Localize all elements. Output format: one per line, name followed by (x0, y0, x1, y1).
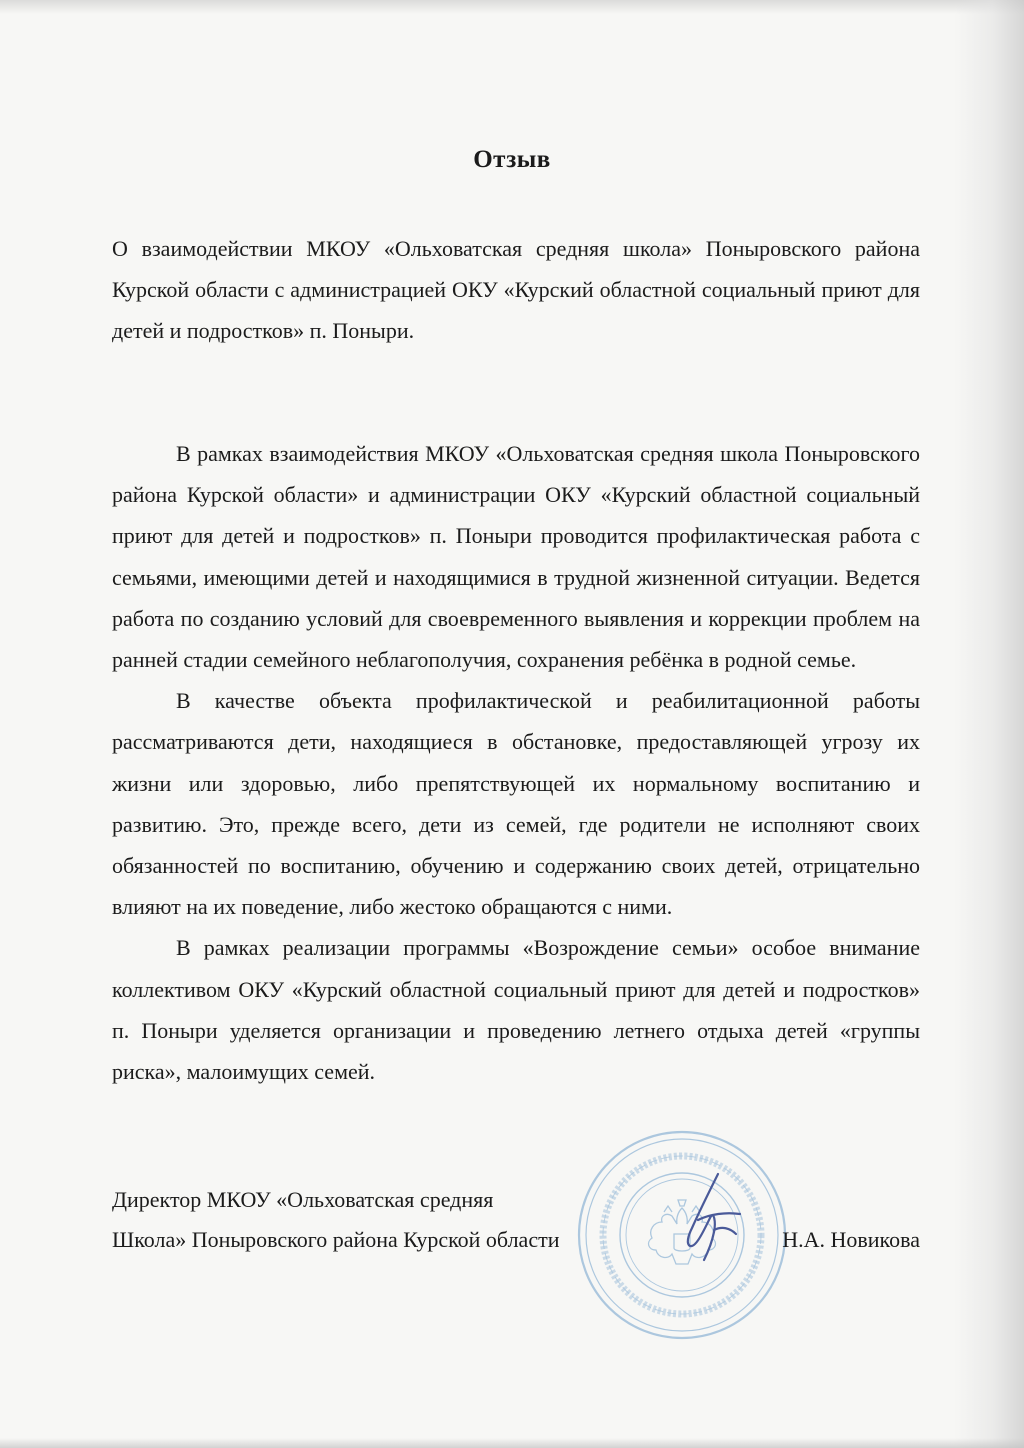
scan-top-edge (0, 0, 1024, 14)
signature-block (112, 1180, 920, 1260)
signer-position-line-2-text: Школа» Поныровского района Курской области (112, 1227, 560, 1252)
document-title: Отзыв (473, 146, 551, 173)
signer-name: Н.А. Новикова (782, 1227, 920, 1252)
signer-position-line-1: Директор МКОУ «Ольховатская средняя (112, 1187, 494, 1212)
scan-right-edge (954, 0, 1024, 1448)
body-paragraph-2: В качестве объекта профилактической и реабилитационной работы рассматриваются дети, находящиеся в обстановке, предоставляющей угрозу их жизни или здоровью, либо препятствующей их нормальному воспитанию и развитию. Это, прежде всего, дети из семей, где родители не исполняют своих обязанностей по воспитанию, обучению и содержанию своих детей, отрицательно влияют на их поведение, либо жестоко обращаются с ними. (112, 688, 920, 920)
signer-position-line-2 (112, 1220, 920, 1260)
document-body (112, 433, 920, 1092)
scan-bottom-edge (0, 1438, 1024, 1448)
body-paragraph-1: В рамках взаимодействия МКОУ «Ольховатская средняя школа Поныровского района Курской области» и администрации ОКУ «Курский областной социальный приют для детей и подростков» п. Поныри проводится профилактическая работа с семьями, имеющими детей и находящимися в трудной жизненной ситуации. Ведется работа по созданию условий для своевременного выявления и коррекции проблем на ранней стадии семейного неблагополучия, сохранения ребёнка в родной семье. (112, 441, 920, 673)
document-subject: О взаимодействии МКОУ «Ольховатская средняя школа» Поныровского района Курской области с администрацией ОКУ «Курский областной социальный приют для детей и подростков» п. Поныри. (112, 236, 920, 344)
body-paragraph-3: В рамках реализации программы «Возрождение семьи» особое внимание коллективом ОКУ «Курский областной социальный приют для детей и подростков» п. Поныри уделяется организации и проведению летнего отдыха детей «группы риска», малоимущих семей. (112, 935, 920, 1085)
